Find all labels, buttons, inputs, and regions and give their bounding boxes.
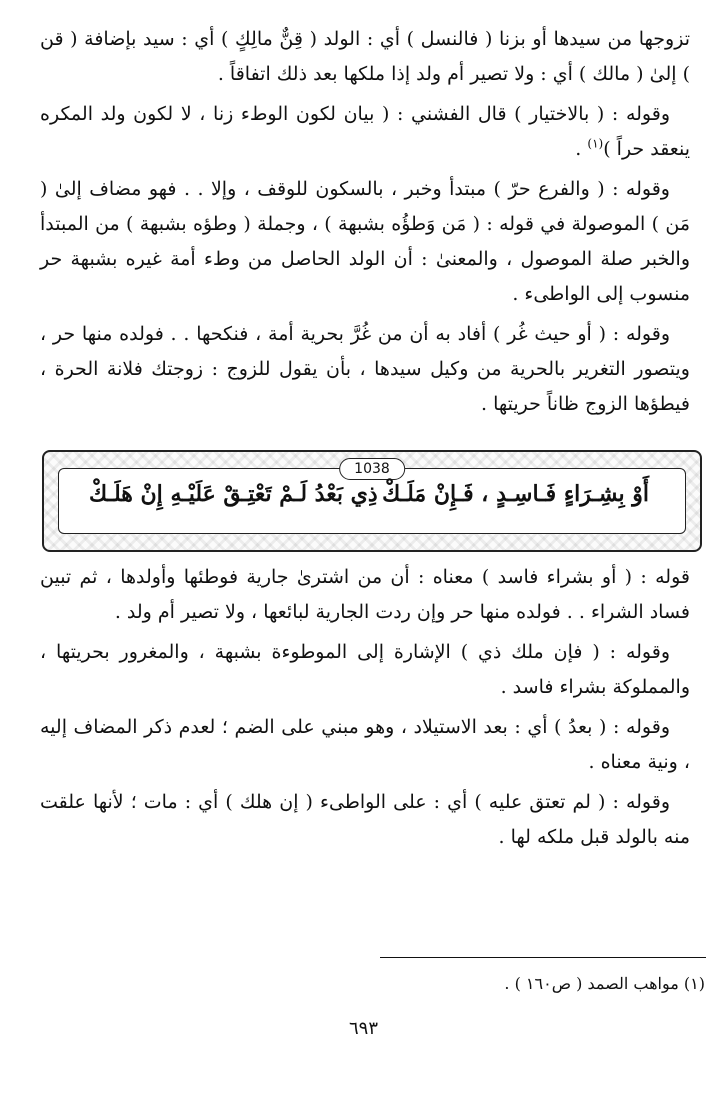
upper-commentary bbox=[40, 22, 690, 427]
verse-number: 1038 bbox=[339, 458, 405, 480]
footnote-reference: (١) bbox=[587, 136, 604, 151]
verse-frame bbox=[42, 450, 702, 552]
paragraph: وقوله : ( والفرع حرّ ) مبتدأ وخبر ، بالسكون للوقف ، وإلا . . فهو مضاف إلىٰ ( مَن ) الموصولة في قوله : ( مَن وَطؤُه بشبهة ) ، وجملة ( وطؤه بشبهة ) من المبتدأ والخبر صلة الموصول ، والمعنىٰ : أن الولد الحاصل من وطء أمة غيره بشبهة حر منسوب إلى الواطىء . bbox=[40, 178, 690, 305]
verse-inner-box bbox=[58, 461, 686, 534]
verse-right-hemistich: أَوْ بِشِـرَاءٍ فَـاسِـدٍ ، فَـإِنْ مَلَـكْ bbox=[382, 481, 649, 507]
lower-commentary bbox=[40, 560, 690, 860]
paragraph: تزوجها من سيدها أو بزنا ( فالنسل ) أي : الولد ( قِنٌّ مالِكٍ ) أي : سيد بإضافة ( قن ) إلىٰ ( مالك ) أي : ولا تصير أم ولد إذا ملكها بعد ذلك اتفاقاً . bbox=[40, 28, 690, 85]
paragraph: وقوله : ( بعدُ ) أي : بعد الاستيلاد ، وهو مبني على الضم ؛ لعدم ذكر المضاف إليه ، ونية معناه . bbox=[40, 716, 690, 773]
footnote-separator bbox=[380, 957, 706, 958]
paragraph: وقوله : ( فإن ملك ذي ) الإشارة إلى الموطوءة بشبهة ، والمغرور بحريتها ، والمملوكة بشراء فاسد . bbox=[40, 641, 690, 698]
paragraph: وقوله : ( أو حيث غُر ) أفاد به أن من غُرَّ بحرية أمة ، فنكحها . . فولده منها حر ، ويتصور التغرير بالحرية من وكيل سيدها ، بأن يقول للزوج : زوجتك فلانة الحرة ، فيطؤها الزوج ظاناً حريتها . bbox=[40, 323, 690, 415]
footnote: (١) مواهب الصمد ( ص١٦٠ ) . bbox=[504, 974, 705, 993]
verse-left-hemistich: ذِي بَعْدُ لَـمْ تَعْتِـقْ عَلَيْـهِ إِنْ هَلَـكْ bbox=[89, 481, 378, 507]
paragraph: وقوله : ( لم تعتق عليه ) أي : على الواطىء ( إن هلك ) أي : مات ؛ لأنها علقت منه بالولد قبل ملكه لها . bbox=[40, 791, 690, 848]
paragraph-with-footnote: وقوله : ( بالاختيار ) قال الفشني : ( بيان لكون الوطء زنا ، لا لكون ولد المكره ينعقد حراً )$^{(١)}$ . bbox=[40, 103, 690, 160]
paragraph-text: وقوله : ( بالاختيار ) قال الفشني : ( بيان لكون الوطء زنا ، لا لكون ولد المكره ينعقد حراً ) bbox=[40, 103, 690, 160]
page-number: ٦٩٣ bbox=[348, 1018, 378, 1039]
paragraph: قوله : ( أو بشراء فاسد ) معناه : أن من اشترىٰ جارية فوطئها وأولدها ، ثم تبين فساد الشراء . . فولده منها حر وإن ردت الجارية لبائعها ، ولا تصير أم ولد . bbox=[40, 566, 690, 623]
